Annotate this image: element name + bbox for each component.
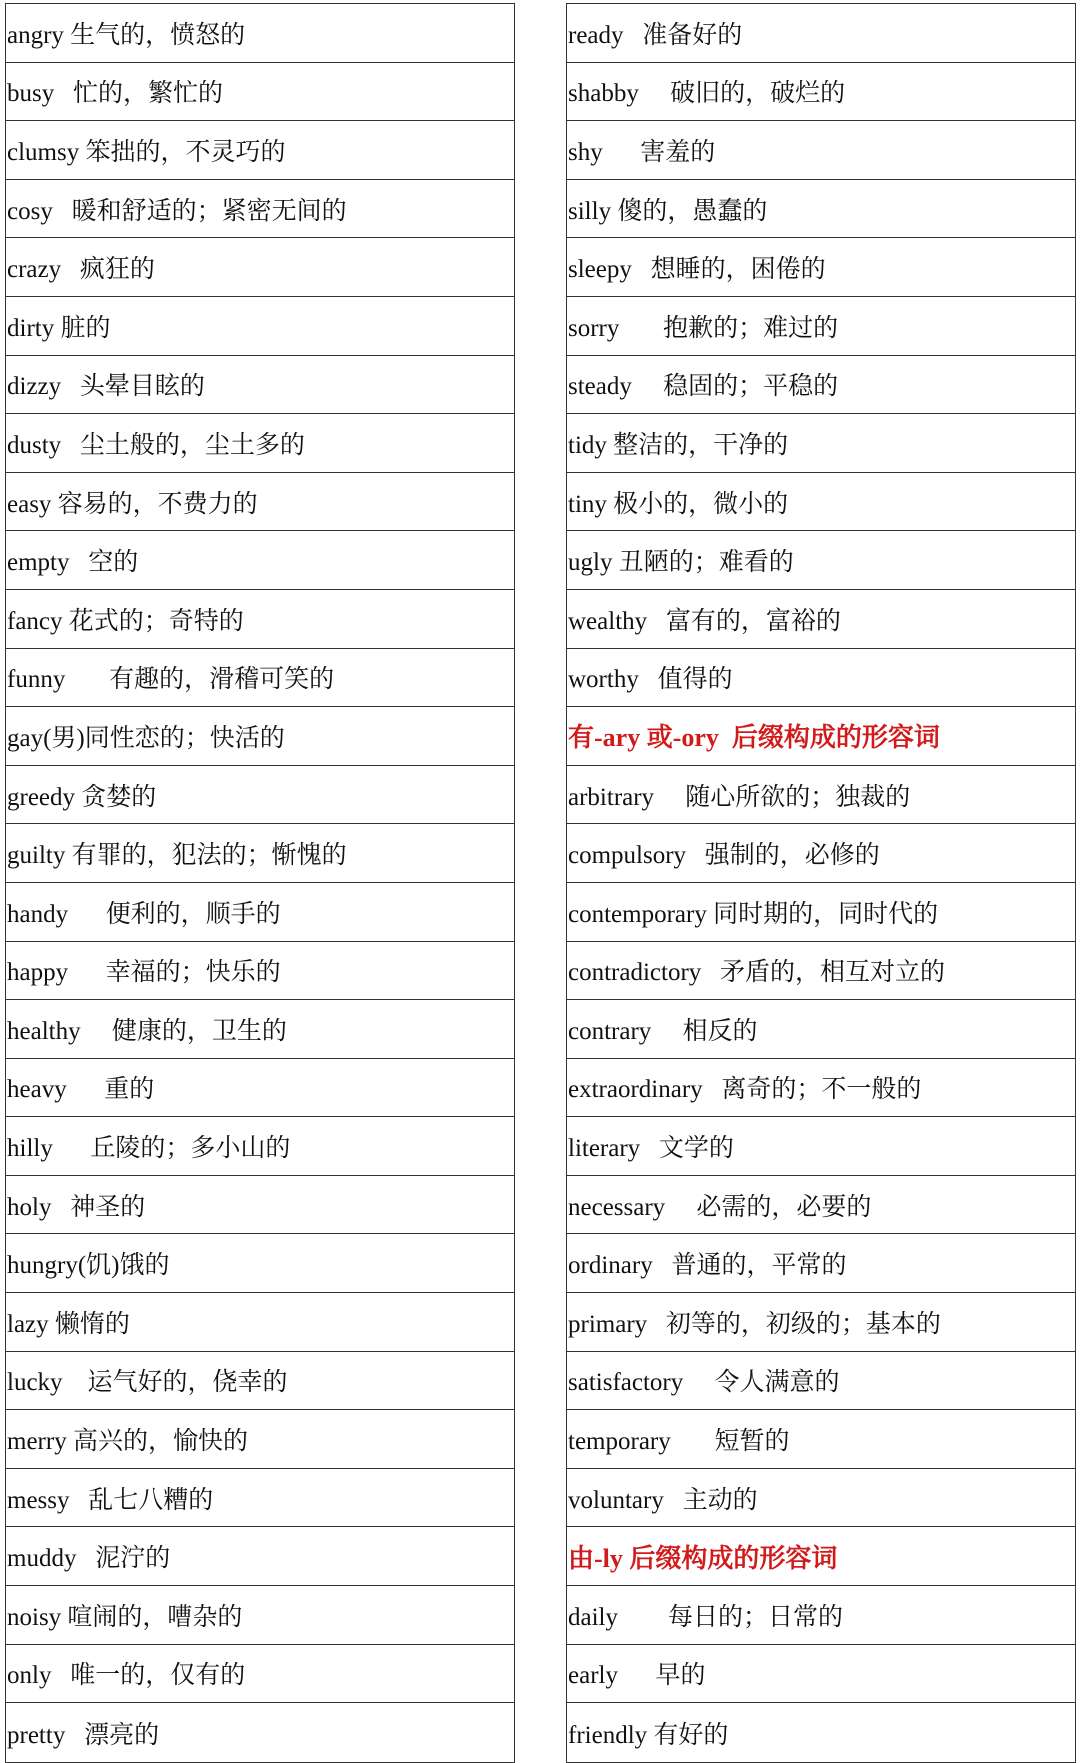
vocab-row: dirty 脏的 [6,297,514,356]
vocab-row: busy 忙的，繁忙的 [6,63,514,122]
vocab-row: compulsory 强制的，必修的 [567,824,1075,883]
vocab-row: contradictory 矛盾的，相互对立的 [567,942,1075,1001]
vocab-row: daily 每日的；日常的 [567,1586,1075,1645]
vocab-row: tidy 整洁的，干净的 [567,414,1075,473]
vocab-row: tiny 极小的，微小的 [567,473,1075,532]
vocab-row: crazy 疯狂的 [6,238,514,297]
vocab-row: shy 害羞的 [567,121,1075,180]
vocab-row: dizzy 头晕目眩的 [6,356,514,415]
vocab-row: lucky 运气好的，侥幸的 [6,1352,514,1411]
vocab-row: only 唯一的，仅有的 [6,1645,514,1704]
vocab-row: happy 幸福的；快乐的 [6,942,514,1001]
vocab-row: holy 神圣的 [6,1176,514,1235]
vocab-row: sorry 抱歉的；难过的 [567,297,1075,356]
vocab-row: literary 文学的 [567,1117,1075,1176]
vocab-row: muddy 泥泞的 [6,1527,514,1586]
vocab-row: arbitrary 随心所欲的；独裁的 [567,766,1075,825]
vocab-row: fancy 花式的；奇特的 [6,590,514,649]
vocab-row: satisfactory 令人满意的 [567,1352,1075,1411]
vocab-row: cosy 暖和舒适的；紧密无间的 [6,180,514,239]
vocab-row: noisy 喧闹的，嘈杂的 [6,1586,514,1645]
vocab-row: heavy 重的 [6,1059,514,1118]
vocab-row: wealthy 富有的，富裕的 [567,590,1075,649]
vocab-row: hungry(饥)饿的 [6,1234,514,1293]
vocab-row: sleepy 想睡的，困倦的 [567,238,1075,297]
vocab-row: ordinary 普通的，平常的 [567,1234,1075,1293]
vocab-row: messy 乱七八糟的 [6,1469,514,1528]
vocab-row: contemporary 同时期的，同时代的 [567,883,1075,942]
vocab-row: greedy 贪婪的 [6,766,514,825]
vocab-row: empty 空的 [6,531,514,590]
vocab-row: temporary 短暂的 [567,1410,1075,1469]
vocab-row: handy 便利的，顺手的 [6,883,514,942]
section-heading: 有-ary 或-ory 后缀构成的形容词 [567,707,1075,766]
vocab-row: merry 高兴的，愉快的 [6,1410,514,1469]
vocab-row: primary 初等的，初级的；基本的 [567,1293,1075,1352]
right-vocab-table [566,3,1076,1763]
vocab-row: extraordinary 离奇的；不一般的 [567,1059,1075,1118]
vocab-row: worthy 值得的 [567,649,1075,708]
vocab-row: contrary 相反的 [567,1000,1075,1059]
vocab-row: gay(男)同性恋的；快活的 [6,707,514,766]
vocab-row: steady 稳固的；平稳的 [567,356,1075,415]
vocab-row: clumsy 笨拙的，不灵巧的 [6,121,514,180]
vocab-row: angry 生气的，愤怒的 [6,4,514,63]
vocab-row: shabby 破旧的，破烂的 [567,63,1075,122]
vocab-row: friendly 有好的 [568,1721,729,1749]
vocab-row: easy 容易的，不费力的 [6,473,514,532]
vocab-row: voluntary 主动的 [567,1469,1075,1528]
vocab-row: pretty 漂亮的 [7,1721,160,1749]
vocab-row: funny 有趣的，滑稽可笑的 [6,649,514,708]
vocab-row: ready 准备好的 [567,4,1075,63]
vocab-row: early 早的 [567,1645,1075,1704]
vocab-row: ugly 丑陋的；难看的 [567,531,1075,590]
vocab-row: silly 傻的，愚蠢的 [567,180,1075,239]
vocab-row: dusty 尘土般的，尘土多的 [6,414,514,473]
section-heading: 由-ly 后缀构成的形容词 [567,1527,1075,1586]
left-vocab-table [5,3,515,1763]
vocab-row: guilty 有罪的，犯法的；惭愧的 [6,824,514,883]
vocab-row: lazy 懒惰的 [6,1293,514,1352]
vocab-row: hilly 丘陵的；多小山的 [6,1117,514,1176]
vocab-row: necessary 必需的，必要的 [567,1176,1075,1235]
vocab-row: healthy 健康的，卫生的 [6,1000,514,1059]
